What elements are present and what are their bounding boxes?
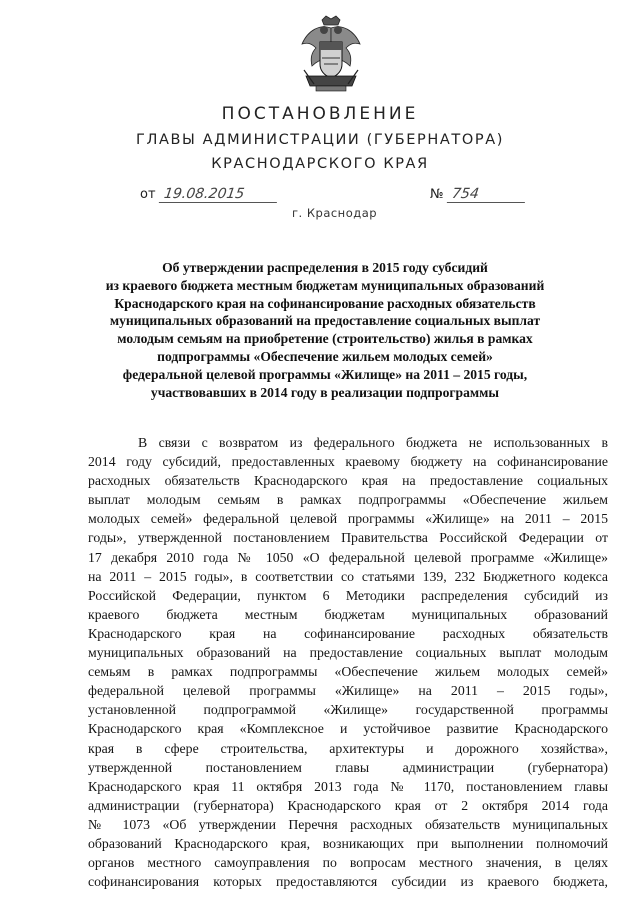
title-line: подпрограммы «Обеспечение жильем молодых семей»: [157, 348, 493, 364]
date-value: 19.08.2015: [158, 186, 278, 203]
body-line: 17 декабря 2010 года № 1050 «О федеральной целевой программе «Жилище»: [88, 549, 608, 565]
title-line: федеральной целевой программы «Жилище» на 2011 – 2015 годы,: [122, 366, 528, 382]
body-line: 2014 году субсидий, предоставленных краевому бюджету на софинансирование: [88, 454, 608, 470]
document-title: [90, 259, 560, 401]
body-line: образований Краснодарского края, возникающих при выполнении полномочий: [88, 835, 608, 851]
title-line: молодым семьям на приобретение (строительство) жилья в рамках: [117, 331, 533, 347]
document-type-heading: ПОСТАНОВЛЕНИЕ: [221, 104, 419, 124]
body-line: Краснодарского края 11 октября 2013 года № 1170, постановлением главы: [88, 778, 608, 794]
body-line: администрации (губернатора) Краснодарского края от 2 октября 2014 года: [88, 797, 608, 813]
body-line: органов местного самоуправления по вопросам местного значения, в целях: [88, 855, 608, 871]
title-line: из краевого бюджета местным бюджетам муниципальных образований: [105, 277, 545, 293]
city-label: г. Краснодар: [292, 206, 378, 220]
body-line: утвержденной постановлением главы администрации (губернатора): [88, 759, 608, 775]
body-line: расходных обязательств Краснодарского края на предоставление социальных: [88, 473, 608, 489]
body-line: выплат молодым семьям в рамках подпрограммы «Обеспечение жильем: [88, 492, 608, 508]
title-line: муниципальных образований на предоставление социальных выплат: [109, 313, 541, 329]
body-line: краевого бюджета местным бюджетам муниципальных образований: [88, 606, 608, 622]
body-line: федеральной целевой программы «Жилище» на 2011 – 2015 годы»,: [88, 683, 608, 699]
body-paragraph: [88, 433, 608, 891]
body-line: на 2011 – 2015 годы», в соответствии со статьями 139, 232 Бюджетного кодекса: [88, 568, 608, 584]
number-value: 754: [446, 186, 526, 203]
body-line: Российской Федерации, пунктом 6 Методики распределения субсидий из: [88, 587, 608, 603]
body-line: молодых семей» федеральной целевой программы «Жилище» на 2011 – 2015: [88, 511, 608, 527]
number-prefix: №: [430, 187, 444, 202]
body-line: Краснодарского края «Комплексное и устойчивое развитие Краснодарского: [88, 721, 608, 737]
date-prefix: от: [140, 187, 156, 202]
coat-of-arms-icon: [296, 14, 366, 94]
title-line: Об утверждении распределения в 2015 году субсидий: [162, 260, 488, 275]
body-line: Краснодарского края на софинансирование расходных обязательств: [88, 625, 608, 641]
body-line: В связи с возвратом из федерального бюджета не использованных в: [138, 435, 608, 450]
body-line: муниципальных образований на предоставление социальных выплат молодым: [88, 645, 608, 661]
title-line: Краснодарского края на софинансирование расходных обязательств: [114, 295, 536, 311]
number-field: [430, 186, 526, 203]
body-line: установленной подпрограммой «Жилище» государственной программы: [88, 702, 608, 718]
date-field: [140, 186, 278, 203]
issuer-heading: ГЛАВЫ АДМИНИСТРАЦИИ (ГУБЕРНАТОРА): [136, 132, 504, 148]
body-line: № 1073 «Об утверждении Перечня расходных обязательств муниципальных: [88, 816, 608, 832]
body-line: края в сфере строительства, архитектуры и дорожного хозяйства»,: [88, 740, 608, 756]
region-heading: КРАСНОДАРСКОГО КРАЯ: [211, 156, 429, 172]
title-line: участвовавших в 2014 году в реализации подпрограммы: [150, 384, 500, 400]
body-line: годы», утвержденной постановлением Правительства Российской Федерации от: [88, 530, 608, 546]
body-line: софинансирования которых предоставляются субсидии из краевого бюджета,: [88, 874, 608, 890]
body-line: семьям в рамках подпрограммы «Обеспечение жильем молодых семей»: [88, 664, 608, 680]
